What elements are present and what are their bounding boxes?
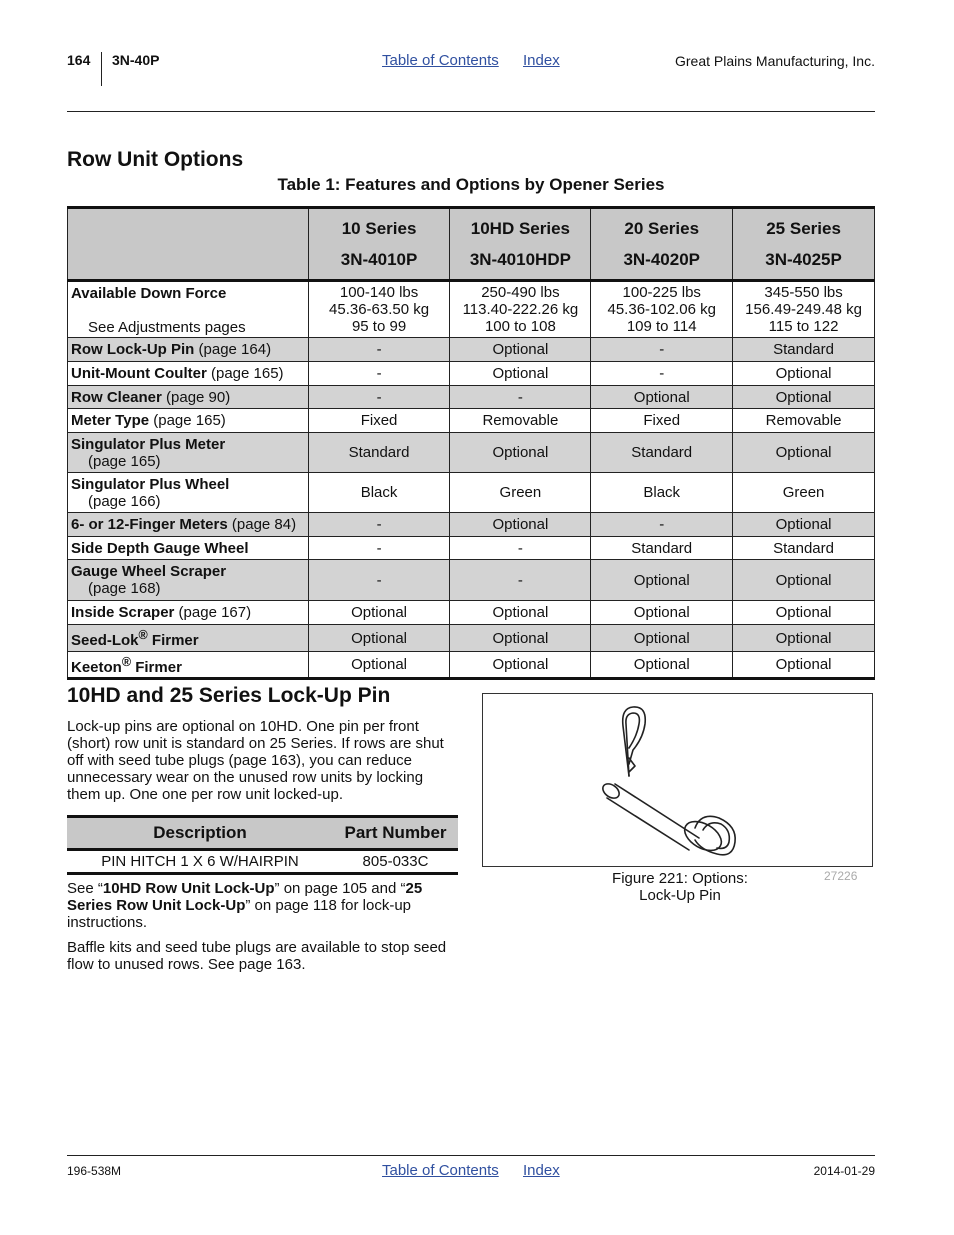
footer-index-link[interactable]: Index bbox=[523, 1162, 560, 1179]
table-cell: Optional bbox=[733, 513, 875, 537]
table-cell: Green bbox=[733, 473, 875, 513]
parts-header-description: Description bbox=[67, 817, 333, 850]
table-cell: - bbox=[450, 537, 591, 560]
table-cell: Optional bbox=[591, 560, 733, 601]
table-cell: 100-140 lbs 45.36-63.50 kg 95 to 99 bbox=[308, 281, 450, 338]
table-cell: Black bbox=[308, 473, 450, 513]
table-row bbox=[68, 537, 875, 560]
lock-up-pin-illustration bbox=[483, 694, 872, 866]
table-cell: 345-550 lbs 156.49-249.48 kg 115 to 122 bbox=[733, 281, 875, 338]
table-cell: Optional bbox=[733, 601, 875, 625]
footer-rule bbox=[67, 1155, 875, 1156]
table-cell: Green bbox=[450, 473, 591, 513]
table-cell: - bbox=[308, 537, 450, 560]
table-row bbox=[67, 850, 458, 874]
table-cell: - bbox=[450, 386, 591, 409]
parts-table bbox=[67, 815, 458, 875]
header-rule bbox=[67, 111, 875, 112]
lockup-see-reference: See “10HD Row Unit Lock-Up” on page 105 and “25 Series Row Unit Lock-Up” on page 118 for lock-up instructions. bbox=[67, 880, 423, 931]
parts-header-part-number: Part Number bbox=[333, 817, 458, 850]
table-cell: Standard bbox=[733, 338, 875, 362]
row-label: Meter Type (page 165) bbox=[68, 409, 309, 433]
baffle-note: Baffle kits and seed tube plugs are available to stop seed flow to unused rows. See page 163. bbox=[67, 939, 447, 973]
row-label: Row Lock-Up Pin (page 164) bbox=[68, 338, 309, 362]
part-description: PIN HITCH 1 X 6 W/HAIRPIN bbox=[101, 853, 299, 870]
table-cell: Optional bbox=[450, 513, 591, 537]
section-title: Row Unit Options bbox=[67, 148, 244, 171]
table-cell: - bbox=[591, 513, 733, 537]
header-10hd-series: 10HD Series 3N-4010HDP bbox=[450, 208, 591, 281]
table-row bbox=[68, 601, 875, 625]
table-row bbox=[68, 625, 875, 652]
table-cell: Optional bbox=[591, 601, 733, 625]
row-label: Singulator Plus Wheel (page 166) bbox=[68, 473, 309, 513]
part-number: 805-033C bbox=[362, 853, 429, 870]
table-row bbox=[68, 433, 875, 473]
table-row bbox=[68, 409, 875, 433]
footer-toc-link[interactable]: Table of Contents bbox=[382, 1162, 499, 1179]
table-cell: Optional bbox=[733, 652, 875, 679]
model-name: 3N-40P bbox=[112, 52, 160, 68]
table-cell: Optional bbox=[450, 433, 591, 473]
table-cell: Optional bbox=[733, 386, 875, 409]
table-cell: Optional bbox=[733, 625, 875, 652]
table-cell: Optional bbox=[450, 338, 591, 362]
table-cell: - bbox=[308, 362, 450, 386]
table-cell: Standard bbox=[308, 433, 450, 473]
page-number: 164 bbox=[67, 52, 91, 68]
header-10-series: 10 Series 3N-4010P bbox=[308, 208, 450, 281]
table-header-row bbox=[68, 208, 875, 281]
figure-caption: Figure 221: Options: Lock-Up Pin bbox=[612, 870, 748, 904]
table-cell: Optional bbox=[450, 625, 591, 652]
table-cell: 100-225 lbs 45.36-102.06 kg 109 to 114 bbox=[591, 281, 733, 338]
table-cell: 250-490 lbs 113.40-222.26 kg 100 to 108 bbox=[450, 281, 591, 338]
table-cell: Optional bbox=[450, 362, 591, 386]
table-cell: Optional bbox=[308, 601, 450, 625]
table-cell: - bbox=[450, 560, 591, 601]
table-cell: Standard bbox=[733, 537, 875, 560]
table-caption: Table 1: Features and Options by Opener Series bbox=[277, 175, 665, 194]
table-cell: - bbox=[308, 513, 450, 537]
row-label: Seed-Lok® Firmer bbox=[68, 625, 309, 652]
table-cell: Standard bbox=[591, 433, 733, 473]
table-cell: Black bbox=[591, 473, 733, 513]
table-cell: Removable bbox=[733, 409, 875, 433]
table-cell: Optional bbox=[591, 652, 733, 679]
row-label: Unit-Mount Coulter (page 165) bbox=[68, 362, 309, 386]
table-cell: Optional bbox=[591, 625, 733, 652]
table-cell: Standard bbox=[591, 537, 733, 560]
table-row bbox=[68, 362, 875, 386]
document-number: 196-538M bbox=[67, 1164, 122, 1178]
table-cell: Fixed bbox=[591, 409, 733, 433]
row-label: Row Cleaner (page 90) bbox=[68, 386, 309, 409]
table-row bbox=[68, 473, 875, 513]
table-cell: - bbox=[308, 386, 450, 409]
row-label: Inside Scraper (page 167) bbox=[68, 601, 309, 625]
document-date: 2014-01-29 bbox=[813, 1164, 875, 1178]
table-cell: Removable bbox=[450, 409, 591, 433]
table-cell: - bbox=[591, 362, 733, 386]
header-divider bbox=[101, 52, 102, 86]
table-cell: Optional bbox=[733, 560, 875, 601]
header-empty-cell bbox=[68, 208, 309, 281]
lockup-intro: Lock-up pins are optional on 10HD. One pin per front (short) row unit is standard on 25 Series. If rows are shut off with seed tube plugs (page 163), you can reduce unnecessary wear on the unused row units by locking them up. One one per row unit locked-up. bbox=[67, 718, 444, 803]
table-cell: - bbox=[308, 560, 450, 601]
table-row bbox=[68, 338, 875, 362]
table-row bbox=[68, 386, 875, 409]
row-label: Gauge Wheel Scraper (page 168) bbox=[68, 560, 309, 601]
row-label: Side Depth Gauge Wheel bbox=[68, 537, 309, 560]
header-25-series: 25 Series 3N-4025P bbox=[733, 208, 875, 281]
table-cell: Optional bbox=[308, 652, 450, 679]
figure-number: 27226 bbox=[824, 869, 858, 883]
row-label: Singulator Plus Meter (page 165) bbox=[68, 433, 309, 473]
table-cell: Optional bbox=[733, 433, 875, 473]
row-label: Keeton® Firmer bbox=[68, 652, 309, 679]
table-cell: Optional bbox=[308, 625, 450, 652]
header-20-series: 20 Series 3N-4020P bbox=[591, 208, 733, 281]
table-cell: Optional bbox=[733, 362, 875, 386]
figure-frame bbox=[482, 693, 873, 867]
table-cell: Fixed bbox=[308, 409, 450, 433]
row-label: 6- or 12-Finger Meters (page 84) bbox=[68, 513, 309, 537]
header-index-link[interactable]: Index bbox=[523, 52, 560, 69]
parts-header-row bbox=[67, 817, 458, 850]
table-row bbox=[68, 652, 875, 679]
table-row bbox=[68, 281, 875, 338]
table-cell: - bbox=[591, 338, 733, 362]
table-cell: Optional bbox=[450, 601, 591, 625]
table-cell: - bbox=[308, 338, 450, 362]
table-cell: Optional bbox=[591, 386, 733, 409]
table-cell: Optional bbox=[450, 652, 591, 679]
header-toc-link[interactable]: Table of Contents bbox=[382, 52, 499, 69]
table-row bbox=[68, 513, 875, 537]
lockup-section-title: 10HD and 25 Series Lock-Up Pin bbox=[67, 684, 391, 707]
table-row bbox=[68, 560, 875, 601]
row-label: Available Down Force See Adjustments pages bbox=[68, 281, 309, 338]
features-table bbox=[67, 206, 875, 680]
company-name: Great Plains Manufacturing, Inc. bbox=[675, 53, 875, 69]
